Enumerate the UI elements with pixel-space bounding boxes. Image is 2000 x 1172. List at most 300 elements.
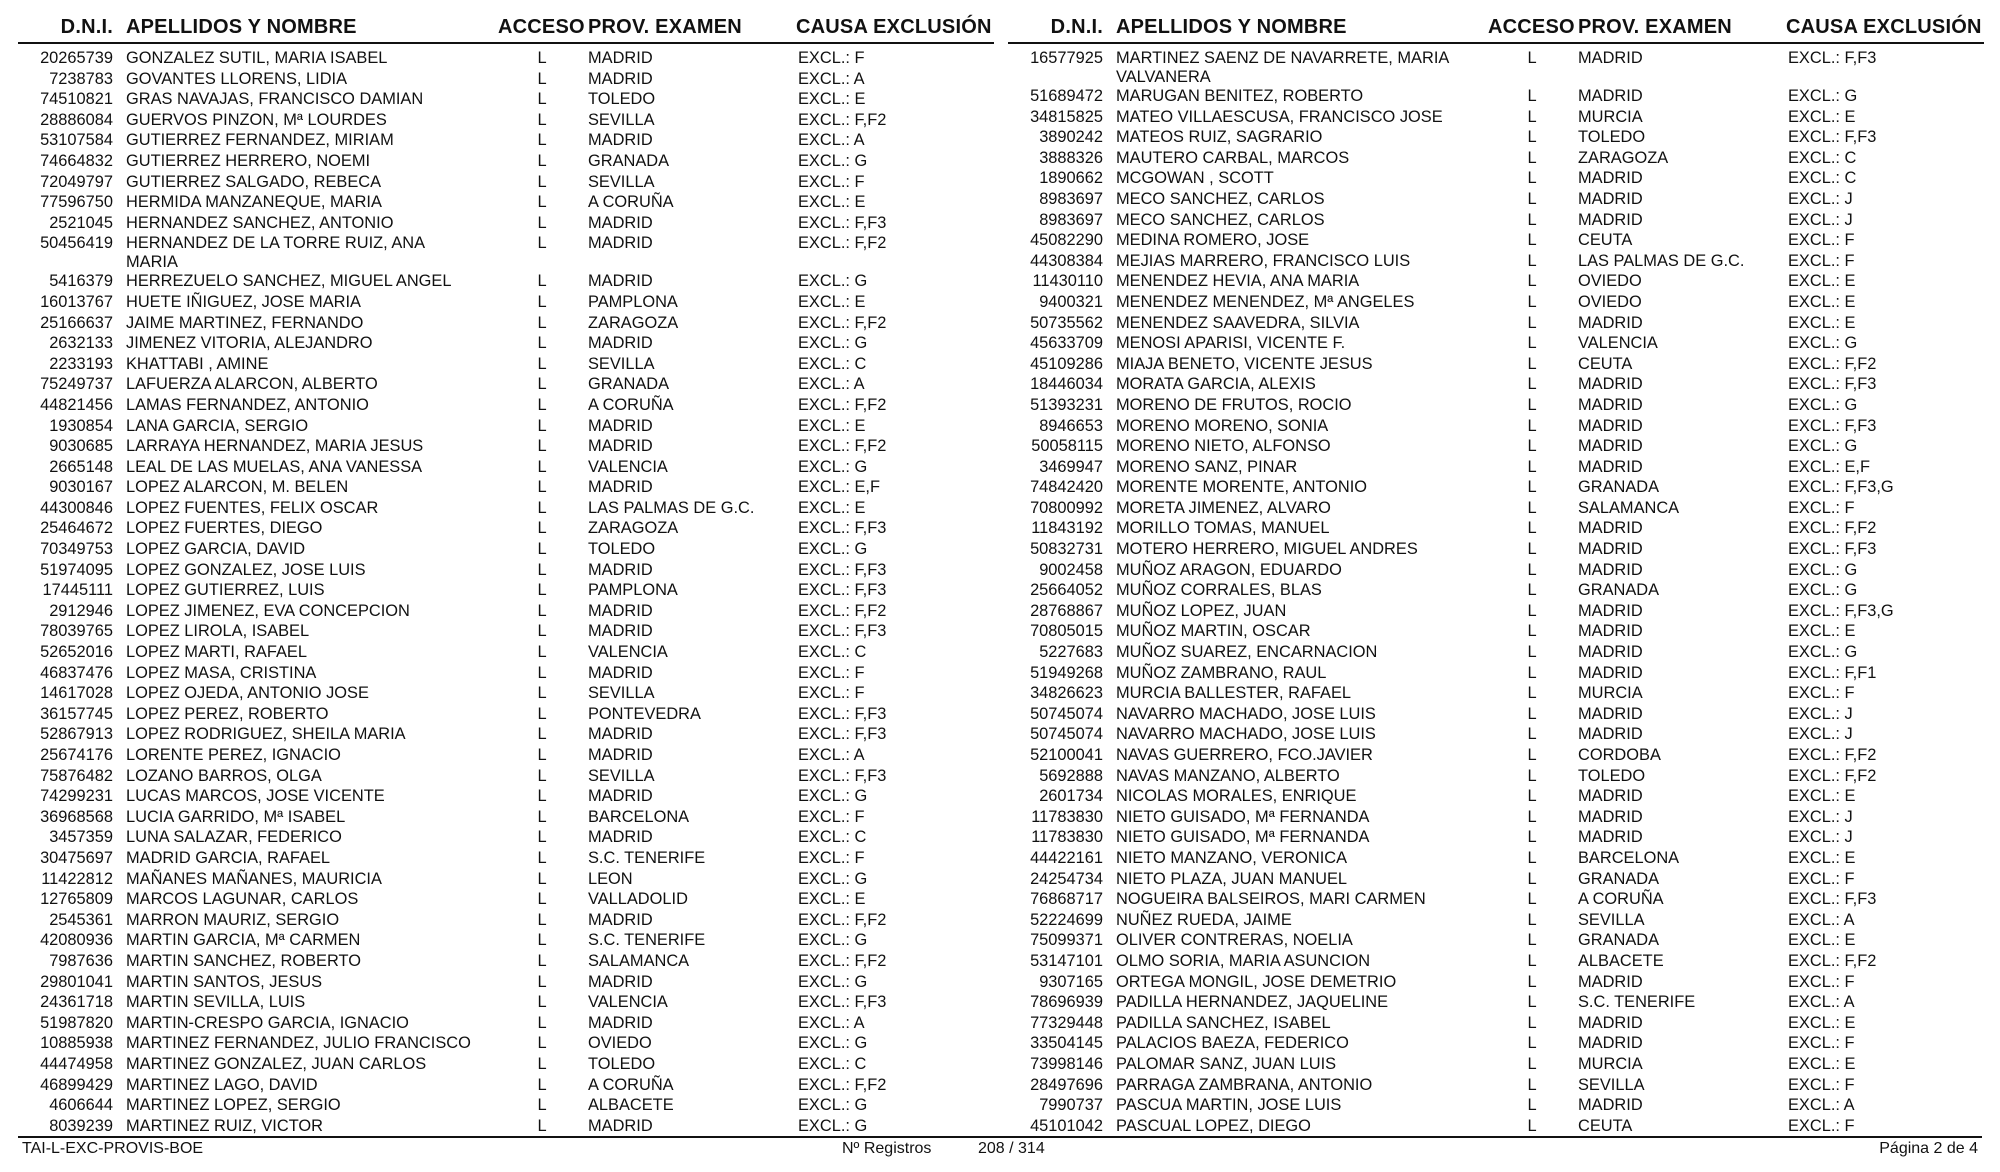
row-dni: 10885938: [40, 1034, 113, 1053]
row-prov: MADRID: [588, 49, 653, 67]
row-dni: 51689472: [1030, 87, 1103, 105]
row-acceso: L: [1527, 766, 1537, 785]
row-causa: EXCL.: E: [798, 890, 866, 909]
row-name: MORENO MORENO, SONIA: [1116, 416, 1329, 435]
row-acceso: L: [537, 643, 547, 662]
row-acceso: L: [1527, 993, 1537, 1012]
table-row: [18, 827, 994, 848]
row-name: PALACIOS BAEZA, FEDERICO: [1116, 1034, 1349, 1053]
row-dni: 9400321: [1039, 292, 1103, 311]
table-row: [18, 213, 994, 234]
row-causa: EXCL.: E,F: [1788, 457, 1870, 476]
row-acceso: L: [537, 519, 547, 538]
row-acceso: L: [537, 437, 547, 456]
row-causa: EXCL.: G: [798, 869, 868, 888]
row-name: MAUTERO CARBAL, MARCOS: [1116, 148, 1350, 167]
table-row: [1008, 477, 1984, 498]
row-name: MARTIN SEVILLA, LUIS: [126, 993, 306, 1012]
row-causa: EXCL.: F,F2: [798, 951, 887, 970]
row-name: MENOSI APARISI, VICENTE F.: [1116, 334, 1346, 353]
row-causa: EXCL.: C: [798, 643, 867, 662]
row-name: NAVARRO MACHADO, JOSE LUIS: [1116, 725, 1376, 744]
row-acceso: L: [1527, 622, 1537, 641]
row-acceso: L: [537, 540, 547, 559]
row-name: JIMENEZ VITORIA, ALEJANDRO: [126, 334, 373, 353]
row-causa: EXCL.: F: [1788, 684, 1855, 703]
table-row: [18, 333, 994, 354]
row-causa: EXCL.: F,F3: [798, 622, 887, 641]
row-dni: 28886084: [40, 110, 113, 129]
row-acceso: L: [1527, 272, 1537, 291]
row-acceso: L: [537, 334, 547, 353]
table-row: [1008, 786, 1984, 807]
row-name: MCGOWAN , SCOTT: [1116, 169, 1274, 188]
row-prov: MADRID: [1578, 375, 1643, 394]
table-row: [1008, 416, 1984, 437]
row-prov: MADRID: [1578, 210, 1643, 229]
row-causa: EXCL.: F,F2: [798, 437, 887, 456]
row-acceso: L: [537, 395, 547, 414]
row-name: PADILLA HERNANDEZ, JAQUELINE: [1116, 993, 1389, 1012]
row-dni: 3469947: [1039, 457, 1103, 476]
row-dni: 8039239: [49, 1116, 113, 1135]
row-prov: BARCELONA: [588, 807, 690, 826]
table-row: [1008, 48, 1984, 86]
row-dni: 16577925: [1030, 49, 1103, 67]
row-dni: 7987636: [49, 951, 113, 970]
row-acceso: L: [1527, 231, 1537, 250]
row-name: MUÑOZ ZAMBRANO, RAUL: [1116, 663, 1327, 682]
row-acceso: L: [1527, 148, 1537, 167]
registros-count: 208 / 314: [978, 1140, 1045, 1157]
row-dni: 9030685: [49, 437, 113, 456]
row-causa: EXCL.: F: [1788, 1034, 1855, 1053]
row-prov: OVIEDO: [1578, 272, 1642, 291]
row-acceso: L: [1527, 292, 1537, 311]
row-name: PARRAGA ZAMBRANA, ANTONIO: [1116, 1075, 1373, 1094]
row-causa: EXCL.: F: [798, 684, 865, 703]
row-causa: EXCL.: F,F3: [1788, 540, 1877, 559]
table-row: [1008, 1033, 1984, 1054]
row-name: NIETO MANZANO, VERONICA: [1116, 848, 1348, 867]
row-dni: 11430110: [1032, 272, 1103, 291]
row-causa: EXCL.: F,F3: [798, 213, 887, 232]
row-acceso: L: [1527, 931, 1537, 950]
row-dni: 44474958: [40, 1054, 113, 1073]
row-name: LOPEZ MARTI, RAFAEL: [126, 643, 307, 662]
row-prov: LAS PALMAS DE G.C.: [1578, 251, 1745, 270]
row-prov: MADRID: [1578, 189, 1643, 208]
row-acceso: L: [1527, 787, 1537, 806]
table-row: [18, 354, 994, 375]
row-acceso: L: [1527, 395, 1537, 414]
table-row: [1008, 271, 1984, 292]
row-name: LOPEZ GARCIA, DAVID: [126, 540, 306, 559]
row-dni: 2233193: [49, 354, 113, 373]
table-row: [18, 110, 994, 131]
row-prov: CORDOBA: [1578, 746, 1661, 764]
row-dni: 44821456: [40, 395, 113, 414]
row-dni: 9030167: [49, 478, 113, 497]
table-row: [1008, 148, 1984, 169]
row-causa: EXCL.: E: [1788, 272, 1856, 291]
row-acceso: L: [537, 581, 547, 600]
row-prov: VALENCIA: [588, 993, 668, 1012]
row-acceso: L: [1527, 807, 1537, 826]
row-prov: MADRID: [588, 560, 653, 579]
row-dni: 25464672: [40, 519, 113, 538]
row-prov: ZARAGOZA: [1578, 148, 1669, 167]
row-acceso: L: [1527, 210, 1537, 229]
row-name: NAVAS MANZANO, ALBERTO: [1116, 766, 1340, 785]
row-causa: EXCL.: F,F2: [1788, 766, 1877, 785]
row-dni: 53107584: [40, 131, 113, 150]
row-prov: GRANADA: [1578, 931, 1660, 950]
header-name: APELLIDOS Y NOMBRE: [126, 16, 357, 38]
left-rows: [18, 48, 994, 1136]
row-name: MORENTE MORENTE, ANTONIO: [1116, 478, 1368, 497]
row-dni: 53147101: [1030, 951, 1103, 970]
row-name: MECO SANCHEZ, CARLOS: [1116, 210, 1325, 229]
row-dni: 74299231: [40, 787, 113, 806]
row-name: MARRON MAURIZ, SERGIO: [126, 910, 340, 929]
row-name: GUTIERREZ HERRERO, NOEMI: [126, 151, 371, 170]
row-causa: EXCL.: G: [798, 334, 868, 353]
row-dni: 3457359: [49, 828, 113, 847]
row-causa: EXCL.: A: [1788, 1096, 1855, 1115]
row-dni: 34826623: [1030, 684, 1103, 703]
row-name: LOPEZ OJEDA, ANTONIO JOSE: [126, 684, 369, 703]
row-acceso: L: [1527, 560, 1537, 579]
row-causa: EXCL.: J: [1788, 725, 1853, 744]
row-causa: EXCL.: A: [798, 1013, 865, 1032]
row-causa: EXCL.: G: [1788, 395, 1858, 414]
row-acceso: L: [537, 213, 547, 232]
table-row: [1008, 436, 1984, 457]
row-prov: MADRID: [1578, 560, 1643, 579]
row-acceso: L: [537, 69, 547, 88]
row-causa: EXCL.: F,F3: [1788, 416, 1877, 435]
row-dni: 7990737: [1039, 1096, 1103, 1115]
row-name: MOTERO HERRERO, MIGUEL ANDRES: [1116, 540, 1418, 559]
row-acceso: L: [537, 313, 547, 332]
row-prov: MADRID: [1578, 828, 1643, 847]
row-causa: EXCL.: F,F3,G: [1788, 478, 1894, 497]
row-acceso: L: [537, 131, 547, 150]
row-prov: MADRID: [1578, 395, 1643, 414]
row-prov: MADRID: [1578, 519, 1643, 538]
row-name: LOPEZ RODRIGUEZ, SHEILA MARIA: [126, 725, 406, 744]
row-dni: 51949268: [1030, 663, 1103, 682]
row-prov: MADRID: [1578, 1096, 1643, 1115]
row-name: LOPEZ FUENTES, FELIX OSCAR: [126, 498, 379, 517]
header-acceso: ACCESO: [498, 16, 585, 38]
row-dni: 73998146: [1030, 1054, 1103, 1073]
row-acceso: L: [1527, 746, 1537, 764]
row-causa: EXCL.: F,F3: [1788, 49, 1877, 67]
row-name: MORETA JIMENEZ, ALVARO: [1116, 498, 1331, 517]
left-header: [18, 14, 994, 44]
row-prov: CEUTA: [1578, 1116, 1633, 1135]
row-dni: 76868717: [1030, 890, 1103, 909]
header-prov: PROV. EXAMEN: [588, 16, 742, 38]
row-dni: 70349753: [40, 540, 113, 559]
table-row: [1008, 395, 1984, 416]
row-acceso: L: [1527, 601, 1537, 620]
row-causa: EXCL.: G: [798, 972, 868, 991]
row-prov: MADRID: [588, 972, 653, 991]
row-prov: SEVILLA: [588, 172, 655, 191]
row-name: OLIVER CONTRERAS, NOELIA: [1116, 931, 1353, 950]
row-prov: SALAMANCA: [1578, 498, 1680, 517]
table-row: [1008, 724, 1984, 745]
row-dni: 8983697: [1039, 189, 1103, 208]
row-name: MARTINEZ RUIZ, VICTOR: [126, 1116, 323, 1135]
row-prov: MADRID: [588, 622, 653, 641]
table-row: [18, 1116, 994, 1137]
row-dni: 45082290: [1030, 231, 1103, 250]
row-dni: 20265739: [40, 49, 113, 67]
row-dni: 2601734: [1039, 787, 1103, 806]
row-name: KHATTABI , AMINE: [126, 354, 269, 373]
row-causa: EXCL.: F: [798, 49, 865, 67]
row-causa: EXCL.: F,F2: [798, 601, 887, 620]
row-dni: 25166637: [40, 313, 113, 332]
row-causa: EXCL.: F,F2: [1788, 354, 1877, 373]
row-prov: MADRID: [588, 334, 653, 353]
row-causa: EXCL.: F,F3: [798, 993, 887, 1012]
row-name: ORTEGA MONGIL, JOSE DEMETRIO: [1116, 972, 1397, 991]
row-prov: VALENCIA: [1578, 334, 1658, 353]
row-dni: 3890242: [1039, 128, 1103, 147]
row-acceso: L: [537, 951, 547, 970]
row-dni: 11783830: [1031, 828, 1103, 847]
row-name: LUCIA GARRIDO, Mª ISABEL: [126, 807, 346, 826]
row-prov: MADRID: [588, 69, 653, 88]
row-dni: 3888326: [1039, 148, 1103, 167]
row-prov: GRANADA: [588, 151, 670, 170]
row-acceso: L: [1527, 951, 1537, 970]
row-dni: 51987820: [40, 1013, 113, 1032]
row-dni: 44422161: [1030, 848, 1103, 867]
row-dni: 44308384: [1030, 251, 1103, 270]
row-prov: MADRID: [588, 213, 653, 232]
row-prov: MADRID: [1578, 313, 1643, 332]
row-causa: EXCL.: G: [1788, 437, 1858, 456]
table-row: [18, 457, 994, 478]
table-row: [1008, 601, 1984, 622]
table-row: [18, 766, 994, 787]
row-acceso: L: [1527, 663, 1537, 682]
row-dni: 45101042: [1030, 1116, 1103, 1135]
row-acceso: L: [537, 1034, 547, 1053]
row-prov: MADRID: [1578, 622, 1643, 641]
row-causa: EXCL.: F: [1788, 498, 1855, 517]
row-name: MORENO NIETO, ALFONSO: [1116, 437, 1331, 456]
row-name: GONZALEZ SUTIL, MARIA ISABEL: [126, 49, 388, 67]
table-row: [1008, 313, 1984, 334]
table-row: [1008, 86, 1984, 107]
row-acceso: L: [537, 1075, 547, 1094]
row-prov: MADRID: [588, 663, 653, 682]
row-acceso: L: [537, 622, 547, 641]
row-name: MAÑANES MAÑANES, MAURICIA: [126, 869, 382, 888]
row-causa: EXCL.: G: [798, 540, 868, 559]
row-causa: EXCL.: E: [1788, 931, 1856, 950]
row-prov: MADRID: [1578, 540, 1643, 559]
row-name: PALOMAR SANZ, JUAN LUIS: [1116, 1054, 1337, 1073]
row-dni: 52652016: [40, 643, 113, 662]
row-prov: MADRID: [1578, 601, 1643, 620]
row-causa: EXCL.: F: [798, 172, 865, 191]
row-prov: MADRID: [1578, 49, 1643, 67]
table-row: [18, 930, 994, 951]
document-code: TAI-L-EXC-PROVIS-BOE: [22, 1140, 204, 1157]
row-causa: EXCL.: E: [798, 498, 866, 517]
row-dni: 50456419: [40, 234, 113, 253]
row-acceso: L: [1527, 354, 1537, 373]
row-dni: 29801041: [40, 972, 113, 991]
row-prov: MADRID: [1578, 787, 1643, 806]
row-name: LARRAYA HERNANDEZ, MARIA JESUS: [126, 437, 424, 456]
row-acceso: L: [537, 234, 547, 253]
row-causa: EXCL.: G: [798, 272, 868, 291]
header-name: APELLIDOS Y NOMBRE: [1116, 16, 1347, 38]
row-acceso: L: [1527, 890, 1537, 909]
page-number: Página 2 de 4: [1879, 1140, 1978, 1157]
row-dni: 9002458: [1039, 560, 1103, 579]
row-causa: EXCL.: G: [798, 1034, 868, 1053]
row-name: MADRID GARCIA, RAFAEL: [126, 848, 331, 867]
row-acceso: L: [537, 110, 547, 129]
row-name: MORENO DE FRUTOS, ROCIO: [1116, 395, 1352, 414]
row-name: MORILLO TOMAS, MANUEL: [1116, 519, 1330, 538]
row-acceso: L: [1527, 437, 1537, 456]
table-row: [1008, 127, 1984, 148]
table-row: [1008, 580, 1984, 601]
row-causa: EXCL.: F: [1788, 869, 1855, 888]
row-dni: 12765809: [40, 890, 113, 909]
row-prov: MADRID: [588, 1013, 653, 1032]
row-name: HERREZUELO SANCHEZ, MIGUEL ANGEL: [126, 272, 452, 291]
row-dni: 28497696: [1030, 1075, 1103, 1094]
row-causa: EXCL.: C: [798, 1054, 867, 1073]
row-prov: A CORUÑA: [1578, 890, 1664, 909]
row-dni: 2521045: [49, 213, 113, 232]
row-causa: EXCL.: F,F2: [1788, 951, 1877, 970]
row-acceso: L: [537, 807, 547, 826]
row-prov: ALBACETE: [1578, 951, 1664, 970]
row-prov: MADRID: [588, 746, 653, 764]
row-name: MUÑOZ CORRALES, BLAS: [1116, 581, 1322, 600]
row-causa: EXCL.: G: [1788, 334, 1858, 353]
row-dni: 4606644: [49, 1096, 113, 1115]
row-dni: 74510821: [40, 90, 113, 109]
row-prov: TOLEDO: [588, 540, 656, 559]
table-row: [1008, 518, 1984, 539]
row-acceso: L: [537, 478, 547, 497]
row-acceso: L: [1527, 1054, 1537, 1073]
row-acceso: L: [1527, 1013, 1537, 1032]
table-row: [1008, 807, 1984, 828]
row-prov: SEVILLA: [588, 766, 655, 785]
table-row: [18, 89, 994, 110]
row-acceso: L: [537, 910, 547, 929]
table-row: [18, 374, 994, 395]
table-row: [1008, 457, 1984, 478]
row-acceso: L: [537, 766, 547, 785]
row-name: MATEOS RUIZ, SAGRARIO: [1116, 128, 1323, 147]
row-acceso: L: [1527, 540, 1537, 559]
row-causa: EXCL.: F,F3: [798, 560, 887, 579]
table-row: [1008, 683, 1984, 704]
row-name: MARTINEZ GONZALEZ, JUAN CARLOS: [126, 1054, 427, 1073]
row-acceso: L: [537, 49, 547, 67]
row-dni: 24361718: [40, 993, 113, 1012]
row-dni: 70805015: [1030, 622, 1103, 641]
row-name: PADILLA SANCHEZ, ISABEL: [1116, 1013, 1331, 1032]
row-acceso: L: [1527, 169, 1537, 188]
row-causa: EXCL.: J: [1788, 189, 1853, 208]
row-causa: EXCL.: F,F3,G: [1788, 601, 1894, 620]
table-row: [1008, 189, 1984, 210]
row-name: LUNA SALAZAR, FEDERICO: [126, 828, 342, 847]
table-row: [1008, 1116, 1984, 1137]
row-dni: 25674176: [40, 746, 113, 764]
table-row: [18, 601, 994, 622]
row-name: LOPEZ GONZALEZ, JOSE LUIS: [126, 560, 366, 579]
row-name: LOPEZ PEREZ, ROBERTO: [126, 704, 329, 723]
row-causa: EXCL.: J: [1788, 807, 1853, 826]
row-prov: A CORUÑA: [588, 395, 674, 414]
row-name: HERNANDEZ SANCHEZ, ANTONIO: [126, 213, 394, 232]
row-causa: EXCL.: E: [798, 193, 866, 212]
row-name: MUÑOZ ARAGON, EDUARDO: [1116, 560, 1342, 579]
row-acceso: L: [1527, 725, 1537, 744]
row-name: GRAS NAVAJAS, FRANCISCO DAMIAN: [126, 90, 424, 109]
row-dni: 46837476: [40, 663, 113, 682]
row-acceso: L: [1527, 107, 1537, 126]
table-row: [1008, 498, 1984, 519]
row-dni: 30475697: [40, 848, 113, 867]
row-causa: EXCL.: E: [1788, 292, 1856, 311]
table-row: [18, 972, 994, 993]
table-row: [1008, 210, 1984, 231]
row-dni: 11783830: [1031, 807, 1103, 826]
table-row: [18, 518, 994, 539]
row-acceso: L: [1527, 313, 1537, 332]
row-acceso: L: [537, 787, 547, 806]
row-prov: S.C. TENERIFE: [588, 931, 706, 950]
table-row: [18, 130, 994, 151]
row-name: NIETO GUISADO, Mª FERNANDA: [1116, 828, 1370, 847]
registros-label: Nº Registros: [842, 1140, 932, 1157]
row-name: LAFUERZA ALARCON, ALBERTO: [126, 375, 378, 394]
table-row: [18, 560, 994, 581]
row-dni: 8983697: [1039, 210, 1103, 229]
row-causa: EXCL.: F,F3: [798, 725, 887, 744]
row-name: MORENO SANZ, PINAR: [1116, 457, 1298, 476]
row-dni: 42080936: [40, 931, 113, 950]
row-name: GUTIERREZ SALGADO, REBECA: [126, 172, 382, 191]
table-row: [1008, 910, 1984, 931]
row-acceso: L: [1527, 1034, 1537, 1053]
row-dni: 50745074: [1030, 704, 1103, 723]
row-prov: PAMPLONA: [588, 292, 678, 311]
row-prov: MADRID: [588, 234, 653, 253]
table-row: [18, 704, 994, 725]
row-causa: EXCL.: C: [798, 828, 867, 847]
